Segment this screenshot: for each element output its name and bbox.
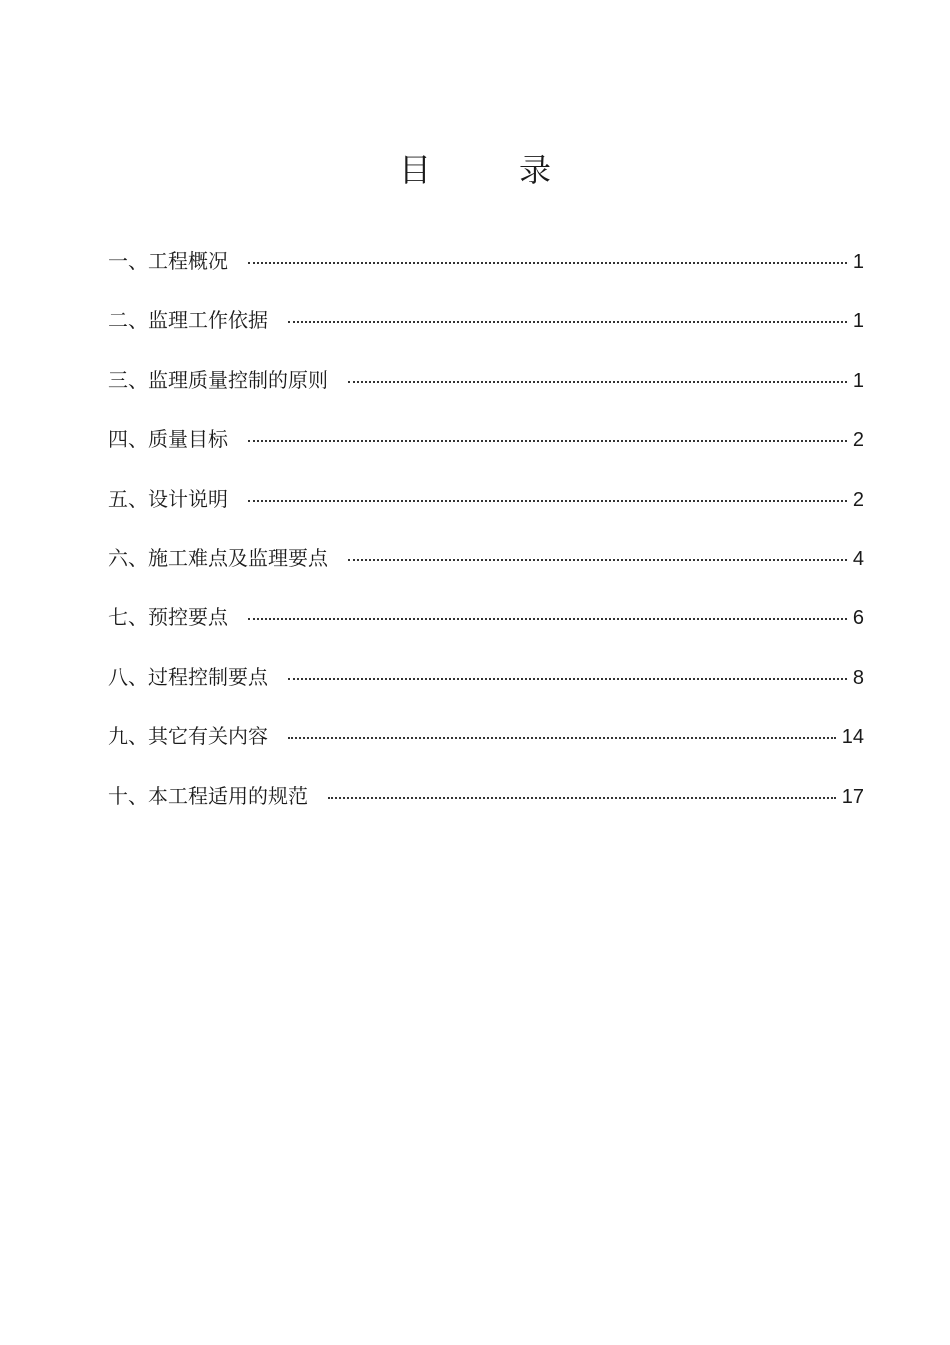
toc-entry-label: 七、预控要点	[108, 605, 228, 630]
toc-entry-label: 二、监理工作依据	[108, 308, 268, 333]
toc-entry-label: 八、过程控制要点	[108, 664, 268, 689]
toc-entry-label: 六、施工难点及监理要点	[108, 545, 328, 570]
dot-leader	[288, 737, 836, 739]
toc-entry-page: 17	[841, 785, 864, 808]
toc-entry[interactable]	[108, 421, 864, 480]
toc-entry-page: 1	[852, 251, 864, 273]
title-char-2: 录	[518, 151, 551, 189]
toc-entry-label: 九、其它有关内容	[108, 724, 268, 749]
dot-leader	[248, 500, 847, 502]
toc-entry[interactable]	[108, 599, 864, 658]
dot-leader	[348, 559, 847, 561]
toc-entry[interactable]	[108, 718, 864, 777]
toc-entry-page: 2	[852, 429, 864, 452]
toc-entry[interactable]	[108, 778, 864, 837]
toc-entry[interactable]	[108, 302, 864, 361]
toc-entry-page: 1	[852, 310, 864, 333]
toc-entry[interactable]	[108, 481, 864, 540]
toc-entry[interactable]	[108, 362, 864, 421]
toc-entry-label: 十、本工程适用的规范	[108, 783, 308, 808]
toc-entry[interactable]	[108, 243, 864, 302]
table-of-contents	[108, 243, 864, 837]
toc-entry-page: 14	[841, 726, 864, 749]
toc-entry-page: 6	[852, 607, 864, 630]
page-title	[0, 148, 950, 192]
toc-entry-page: 2	[852, 488, 864, 511]
toc-entry[interactable]	[108, 659, 864, 718]
dot-leader	[248, 262, 847, 264]
title-char-1: 目	[398, 151, 431, 189]
dot-leader	[348, 381, 847, 383]
dot-leader	[288, 321, 847, 323]
dot-leader	[248, 440, 847, 442]
toc-entry-page: 4	[852, 547, 864, 570]
dot-leader	[288, 678, 847, 680]
toc-entry-label: 一、工程概况	[108, 249, 228, 273]
toc-entry-label: 五、设计说明	[108, 486, 228, 511]
toc-entry-page: 8	[852, 666, 864, 689]
toc-entry[interactable]	[108, 540, 864, 599]
dot-leader	[248, 618, 847, 620]
dot-leader	[328, 797, 836, 799]
toc-entry-label: 四、质量目标	[108, 427, 228, 452]
toc-entry-label: 三、监理质量控制的原则	[108, 367, 328, 392]
toc-entry-page: 1	[852, 369, 864, 392]
